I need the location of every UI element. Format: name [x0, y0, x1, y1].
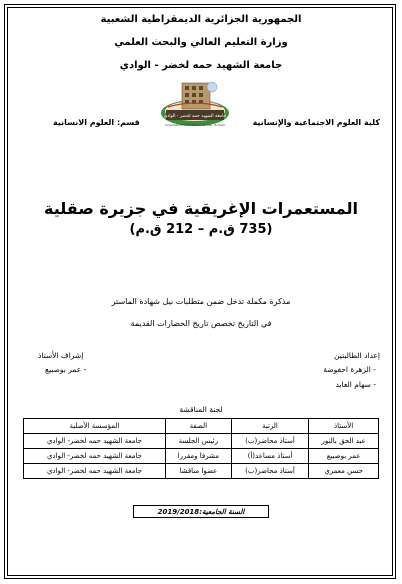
member-name: عمر بوصبيع: [309, 449, 379, 464]
column-header: المؤسسة الأصلية: [24, 419, 166, 434]
thesis-period: (735 ق.م – 212 ق.م): [129, 222, 273, 237]
column-header: الصفة: [165, 419, 231, 434]
member-institution: جامعة الشهيد حمه لخضر- الوادي: [24, 449, 166, 464]
member-role: رئيس الجلسة: [165, 434, 231, 449]
supervisor-name-text: عمر بوصبيع: [45, 365, 82, 374]
student-name: - الزهرة احفوضة: [323, 365, 376, 374]
member-name: عبد الحق بالنور: [309, 434, 379, 449]
student-name: - سهام العابد: [335, 380, 376, 389]
student-name-text: الزهرة احفوضة: [323, 365, 371, 374]
member-rank: أستاذ مساعد(أ): [231, 449, 309, 464]
member-institution: جامعة الشهيد حمه لخضر- الوادي: [24, 434, 166, 449]
table-row: [24, 449, 379, 464]
supervisor-name: - عمر بوصبيع: [45, 365, 87, 374]
ministry-heading: وزارة التعليم العالي والبحث العلمي: [114, 37, 288, 48]
logo-arabic-text: جامعة الشهيد حمه لخضر - الوادي: [163, 114, 227, 119]
students-label: إعداد الطالبتين: [334, 351, 380, 360]
republic-heading: الجمهورية الجزائرية الديمقراطية الشعبية: [100, 14, 302, 25]
student-name-text: سهام العابد: [335, 380, 371, 389]
university-logo: [158, 77, 232, 135]
column-header: الأستاذ: [309, 419, 379, 434]
memo-description: مذكرة مكملة تدخل ضمن متطلبات نيل شهادة الماستر: [111, 297, 291, 306]
logo-latin-text: Université Echahid Hamma Lakhdar - El Oued: [165, 124, 225, 127]
supervisor-label: إشراف الأستاذ: [38, 351, 84, 360]
university-heading: جامعة الشهيد حمه لخضر - الوادي: [119, 60, 283, 71]
table-row: [24, 464, 379, 479]
academic-year: السنة الجامعية:2019/2018: [133, 505, 269, 518]
member-rank: أستاذ محاضر(ب): [231, 434, 309, 449]
table-header-row: [24, 419, 379, 434]
member-rank: أستاذ محاضر(ب): [231, 464, 309, 479]
committee-table: [23, 418, 379, 479]
faculty-name: كلية العلوم الاجتماعية والإنسانية: [252, 118, 380, 127]
committee-title: لجنة المناقشة: [179, 405, 223, 414]
column-header: الرتبة: [231, 419, 309, 434]
member-role: مشرفا ومقررا: [165, 449, 231, 464]
member-name: حسن معمري: [309, 464, 379, 479]
member-role: عضوا مناقشا: [165, 464, 231, 479]
specialization-line: في التاريخ تخصص تاريخ الحضارات القديمة: [130, 319, 272, 328]
globe-icon: [207, 82, 217, 92]
member-institution: جامعة الشهيد حمه لخضر- الوادي: [24, 464, 166, 479]
table-row: [24, 434, 379, 449]
thesis-title: المستعمرات الإغريقية في جزيرة صقلية: [44, 199, 358, 218]
department-name: قسم: العلوم الانسانية: [53, 118, 140, 127]
